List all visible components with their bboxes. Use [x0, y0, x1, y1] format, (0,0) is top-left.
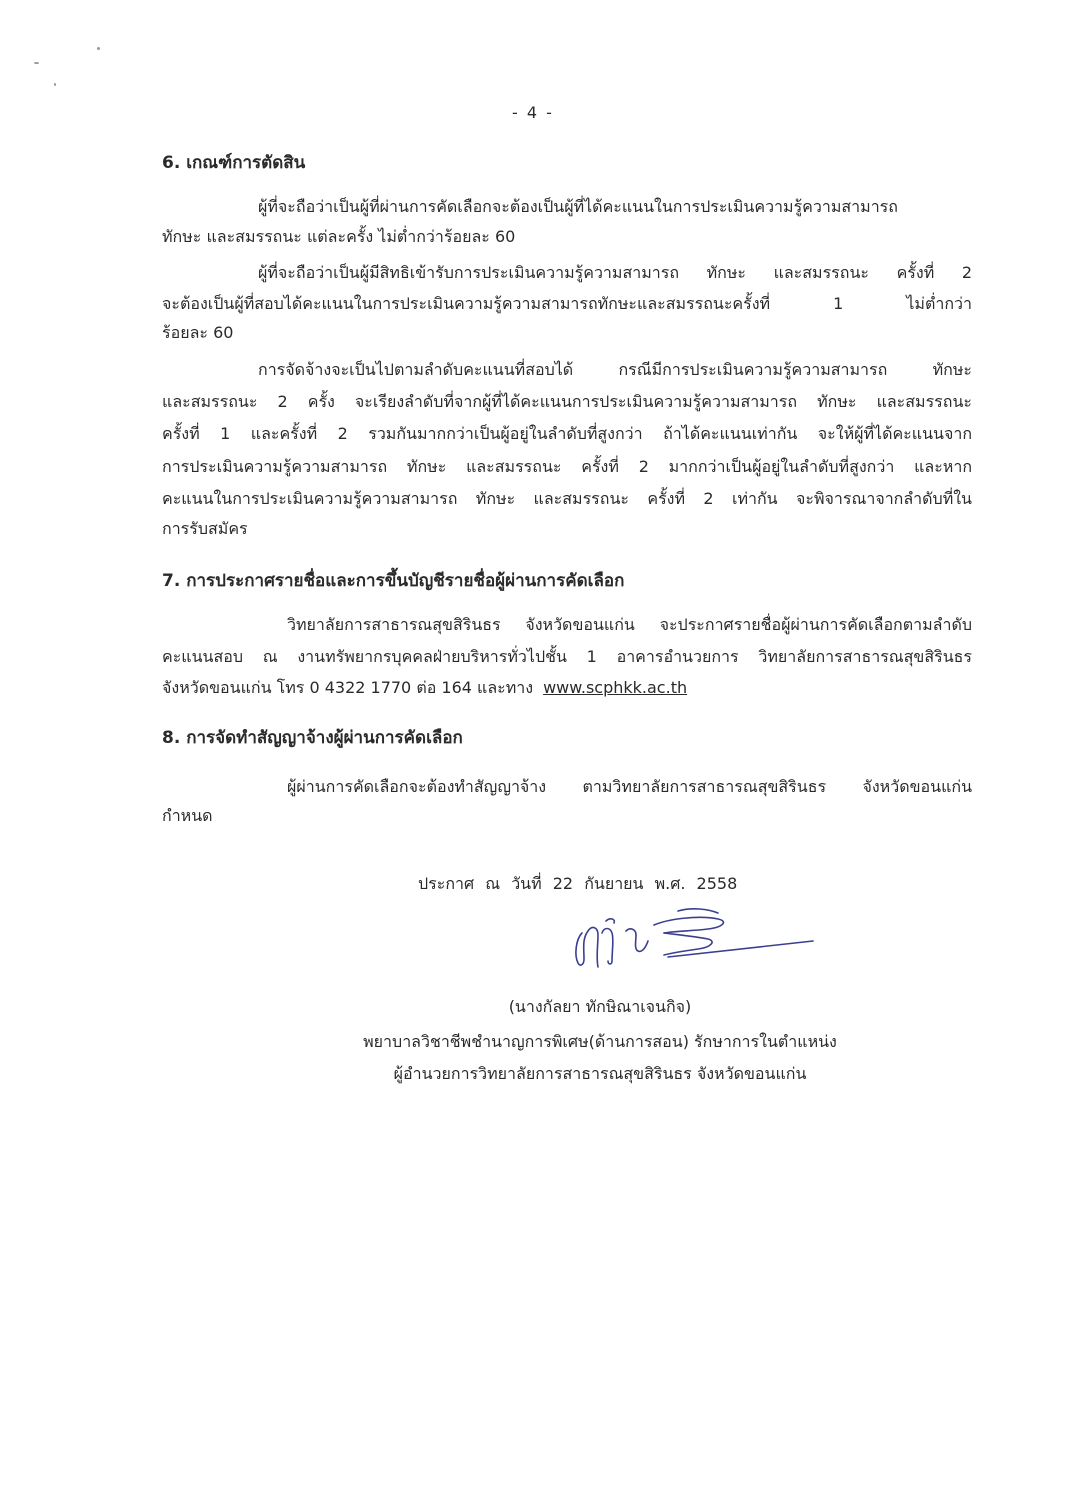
- section-8-heading: 8. การจัดทำสัญญาจ้างผู้ผ่านการคัดเลือก: [162, 728, 463, 748]
- section-6-p3-line: ครั้งที่ 1 และครั้งที่ 2 รวมกันมากกว่าเป็นผู้อยู่ในลำดับที่สูงกว่า ถ้าได้คะแนนเท่ากัน จะให้ผู้ที่ได้คะแนนจาก: [162, 424, 972, 443]
- signatory-title: ผู้อำนวยการวิทยาลัยการสาธารณสุขสิรินธร จังหวัดขอนแก่น: [393, 1064, 807, 1083]
- section-6-heading: 6. เกณฑ์การตัดสิน: [162, 153, 306, 173]
- scan-speck: [97, 47, 100, 50]
- section-6-p2-line: จะต้องเป็นผู้ที่สอบได้คะแนนในการประเมินความรู้ความสามารถทักษะและสมรรถนะครั้งที่ 1 ไม่ต่ำกว่า: [162, 294, 972, 313]
- section-7-line: วิทยาลัยการสาธารณสุขสิรินธร จังหวัดขอนแก่น จะประกาศรายชื่อผู้ผ่านการคัดเลือกตามลำดับ: [287, 615, 972, 634]
- section-6-p3-line: การรับสมัคร: [162, 519, 248, 538]
- section-6-p3-line: การจัดจ้างจะเป็นไปตามลำดับคะแนนที่สอบได้ กรณีมีการประเมินความรู้ความสามารถ ทักษะ: [258, 360, 972, 379]
- section-8-line: กำหนด: [162, 806, 213, 825]
- signatory-position: พยาบาลวิชาชีพชำนาญการพิเศษ(ด้านการสอน) รักษาการในตำแหน่ง: [363, 1032, 837, 1051]
- section-6-p1-line: ทักษะ และสมรรถนะ แต่ละครั้ง ไม่ต่ำกว่าร้อยละ 60: [162, 227, 516, 246]
- section-7-last-line: [162, 676, 687, 701]
- section-6-p2-line: ผู้ที่จะถือว่าเป็นผู้มีสิทธิเข้ารับการประเมินความรู้ความสามารถ ทักษะ และสมรรถนะ ครั้งที่ 2: [258, 263, 972, 282]
- section-6-p2-line: ร้อยละ 60: [162, 323, 234, 342]
- section-7-line: จังหวัดขอนแก่น โทร 0 4322 1770 ต่อ 164 และทาง: [162, 678, 534, 697]
- page-number: - 4 -: [512, 103, 554, 122]
- announcement-date: ประกาศ ณ วันที่ 22 กันยายน พ.ศ. 2558: [418, 874, 738, 893]
- scan-speck: [54, 83, 56, 86]
- section-6-p3-line: คะแนนในการประเมินความรู้ความสามารถ ทักษะ และสมรรถนะ ครั้งที่ 2 เท่ากัน จะพิจารณาจากลำดับที่ใน: [162, 489, 972, 508]
- handwritten-signature: [568, 905, 818, 980]
- section-6-p3-line: การประเมินความรู้ความสามารถ ทักษะ และสมรรถนะ ครั้งที่ 2 มากกว่าเป็นผู้อยู่ในลำดับที่สูงกว่า และหาก: [162, 457, 972, 476]
- scan-speck: [34, 62, 39, 64]
- section-7-line: คะแนนสอบ ณ งานทรัพยากรบุคคลฝ่ายบริหารทั่วไปชั้น 1 อาคารอำนวยการ วิทยาลัยการสาธารณสุขสิรินธร: [162, 647, 972, 666]
- section-6-p3-line: และสมรรถนะ 2 ครั้ง จะเรียงลำดับที่จากผู้ที่ได้คะแนนการประเมินความรู้ความสามารถ ทักษะ และสมรรถนะ: [162, 392, 972, 411]
- website-link[interactable]: www.scphkk.ac.th: [543, 678, 688, 697]
- section-6-p1-line: ผู้ที่จะถือว่าเป็นผู้ที่ผ่านการคัดเลือกจะต้องเป็นผู้ที่ได้คะแนนในการประเมินความรู้ความสามารถ: [258, 197, 898, 216]
- section-8-line: ผู้ผ่านการคัดเลือกจะต้องทำสัญญาจ้าง ตามวิทยาลัยการสาธารณสุขสิรินธร จังหวัดขอนแก่น: [287, 777, 972, 796]
- signatory-name: (นางกัลยา ทักษิณาเจนกิจ): [508, 997, 692, 1016]
- section-7-heading: 7. การประกาศรายชื่อและการขึ้นบัญชีรายชื่อผู้ผ่านการคัดเลือก: [162, 571, 625, 591]
